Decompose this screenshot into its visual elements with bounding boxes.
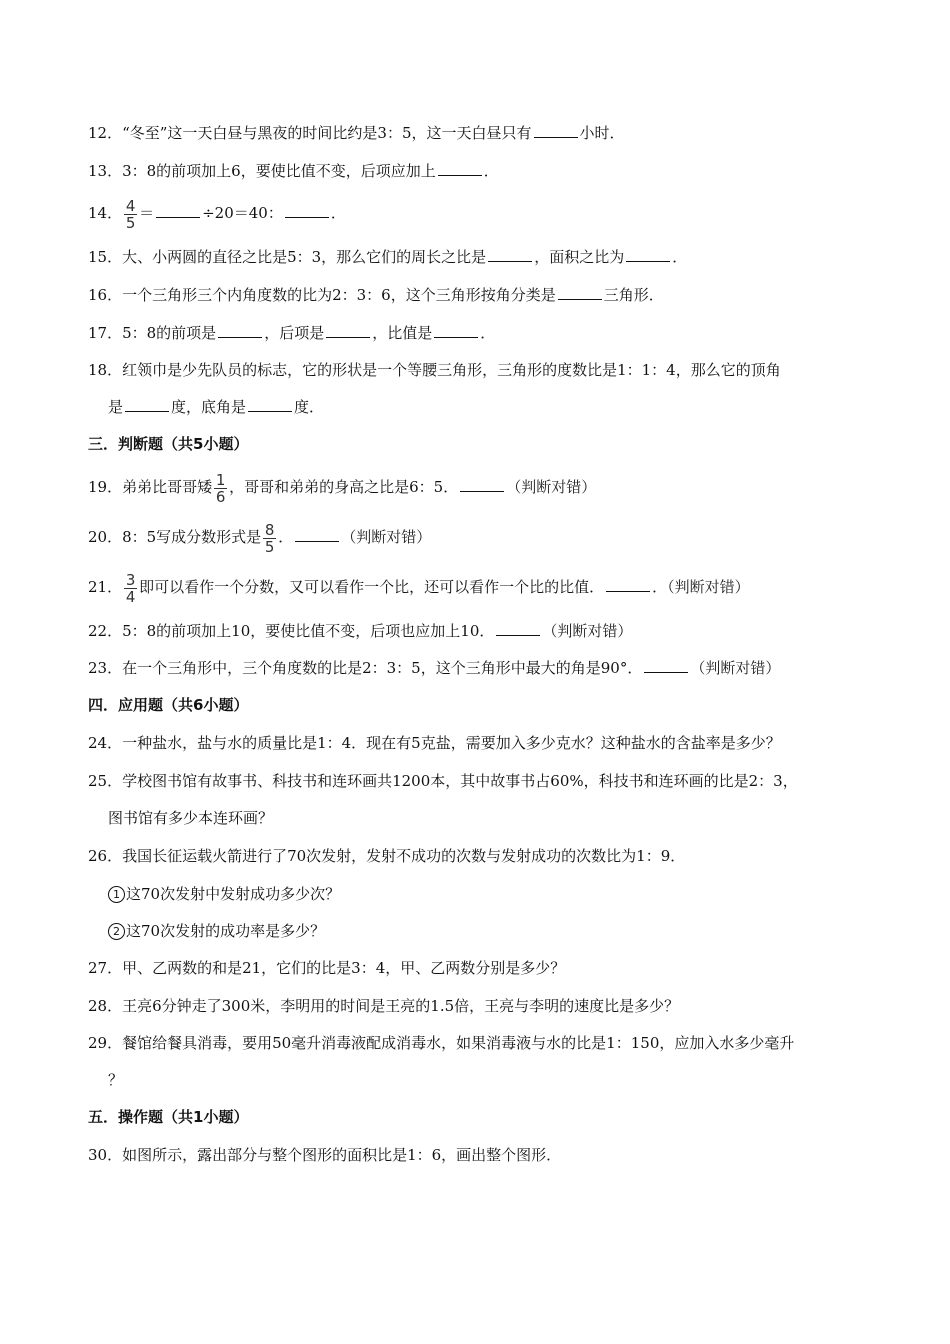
- section-heading-operation: 五．操作题（共1小题）: [88, 1108, 249, 1126]
- fraction-numerator: 3: [125, 570, 136, 589]
- question-text: ．: [672, 248, 688, 266]
- question-text: 三角形．: [603, 286, 664, 304]
- question-text: ＝: [139, 204, 155, 222]
- answer-blank[interactable]: [326, 323, 370, 338]
- question-number: 14．: [88, 204, 123, 222]
- fraction-denominator: 5: [264, 537, 275, 556]
- answer-blank[interactable]: [434, 323, 478, 338]
- question-number: 30．: [88, 1146, 123, 1164]
- question-text: 王亮6分钟走了300米，李明用的时间是王亮的1.5倍，王亮与李明的速度比是多少？: [122, 997, 680, 1015]
- question-text: ．: [278, 528, 294, 546]
- answer-blank[interactable]: [218, 323, 262, 338]
- question-text: 大、小两圆的直径之比是5：3，那么它们的周长之比是: [122, 248, 487, 266]
- question-19: [88, 470, 596, 505]
- answer-blank[interactable]: [285, 203, 329, 218]
- fraction-numerator: 4: [125, 196, 136, 215]
- question-number: 17．: [88, 324, 123, 342]
- question-16: [88, 285, 664, 305]
- question-text: 度．: [294, 398, 325, 416]
- question-14: [88, 196, 346, 231]
- question-29-continued: ？: [108, 1071, 124, 1089]
- question-text: ，哥哥和弟弟的身高之比是6：5．: [229, 478, 459, 496]
- circled-number-2: 2: [108, 923, 125, 940]
- fraction: [263, 522, 276, 555]
- question-22: [88, 621, 632, 641]
- question-text: 如图所示，露出部分与整个图形的面积比是1：6，画出整个图形．: [122, 1146, 562, 1164]
- question-number: 23．: [88, 659, 123, 677]
- question-number: 21．: [88, 578, 123, 596]
- question-text: 红领巾是少先队员的标志，它的形状是一个等腰三角形，三角形的度数比是1：1：4，那么它的顶角: [122, 361, 781, 379]
- question-12: [88, 123, 625, 143]
- judge-hint: （判断对错）: [542, 622, 633, 640]
- answer-blank[interactable]: [295, 527, 339, 542]
- question-number: 18．: [88, 361, 123, 379]
- question-text: ，面积之比为: [534, 248, 625, 266]
- question-text: 一种盐水，盐与水的质量比是1：4．现在有5克盐，需要加入多少克水？这种盐水的含盐率是多少？: [122, 734, 781, 752]
- question-26-sub-2: [108, 921, 325, 941]
- question-text: ．: [652, 578, 668, 596]
- circled-number-1: 1: [108, 886, 125, 903]
- section-heading-judge: 三．判断题（共5小题）: [88, 435, 249, 453]
- question-text: 5：8的前项加上10，要使比值不变，后项也应加上10．: [122, 622, 495, 640]
- question-15: [88, 247, 687, 267]
- section-heading-application: 四．应用题（共6小题）: [88, 696, 249, 714]
- question-text: 5：8的前项是: [122, 324, 217, 342]
- fraction-denominator: 5: [125, 213, 136, 232]
- question-number: 26．: [88, 847, 123, 865]
- answer-blank[interactable]: [438, 161, 482, 176]
- answer-blank[interactable]: [626, 247, 670, 262]
- question-text: 是: [108, 398, 124, 416]
- question-text: 即可以看作一个分数，又可以看作一个比，还可以看作一个比的比值．: [139, 578, 605, 596]
- question-number: 22．: [88, 622, 123, 640]
- question-number: 29．: [88, 1034, 123, 1052]
- answer-blank[interactable]: [606, 577, 650, 592]
- fraction: [214, 472, 227, 505]
- fraction-denominator: 6: [215, 487, 226, 506]
- judge-hint: （判断对错）: [506, 478, 597, 496]
- answer-blank[interactable]: [248, 397, 292, 412]
- judge-hint: （判断对错）: [690, 659, 781, 677]
- answer-blank[interactable]: [534, 123, 578, 138]
- question-text: “冬至”这一天白昼与黑夜的时间比约是3：5，这一天白昼只有: [122, 124, 532, 142]
- fraction: [124, 198, 137, 231]
- answer-blank[interactable]: [460, 477, 504, 492]
- question-text: 一个三角形三个内角度数的比为2：3：6，这个三角形按角分类是: [122, 286, 556, 304]
- answer-blank[interactable]: [125, 397, 169, 412]
- question-text: 甲、乙两数的和是21，它们的比是3：4，甲、乙两数分别是多少？: [122, 959, 566, 977]
- question-18-continued: [108, 397, 324, 417]
- question-number: 15．: [88, 248, 123, 266]
- question-24: [88, 733, 781, 753]
- question-number: 28．: [88, 997, 123, 1015]
- question-number: 25．: [88, 772, 123, 790]
- fraction-numerator: 1: [215, 470, 226, 489]
- question-text: 学校图书馆有故事书、科技书和连环画共1200本，其中故事书占60%，科技书和连环画的比是2：3，: [122, 772, 798, 790]
- question-text: 在一个三角形中，三个角度数的比是2：3：5，这个三角形中最大的角是90°．: [122, 659, 643, 677]
- fraction-numerator: 8: [264, 520, 275, 539]
- question-text: 小时．: [579, 124, 625, 142]
- question-25-continued: 图书馆有多少本连环画？: [108, 809, 274, 827]
- question-text: ．: [330, 204, 346, 222]
- question-17: [88, 323, 495, 343]
- question-30: [88, 1145, 561, 1165]
- question-text: 8：5写成分数形式是: [122, 528, 262, 546]
- question-text: 3：8的前项加上6，要使比值不变，后项应加上: [122, 162, 436, 180]
- question-number: 27．: [88, 959, 123, 977]
- question-27: [88, 958, 565, 978]
- question-text: ．: [483, 162, 499, 180]
- question-text: ，比值是: [372, 324, 433, 342]
- question-29: [88, 1033, 794, 1053]
- question-number: 16．: [88, 286, 123, 304]
- question-text: ．: [480, 324, 496, 342]
- question-text: 这70次发射中发射成功多少次？: [126, 885, 341, 903]
- answer-blank[interactable]: [558, 285, 602, 300]
- question-number: 20．: [88, 528, 123, 546]
- question-text: ÷20＝40：: [202, 204, 283, 222]
- answer-blank[interactable]: [496, 621, 540, 636]
- question-28: [88, 996, 679, 1016]
- question-text: 度，底角是: [171, 398, 247, 416]
- question-text: 弟弟比哥哥矮: [122, 478, 213, 496]
- answer-blank[interactable]: [644, 658, 688, 673]
- question-number: 12．: [88, 124, 123, 142]
- question-26-sub-1: [108, 884, 340, 904]
- question-25: [88, 771, 798, 791]
- question-text: ，后项是: [264, 324, 325, 342]
- question-number: 24．: [88, 734, 123, 752]
- judge-hint: （判断对错）: [341, 528, 432, 546]
- answer-blank[interactable]: [488, 247, 532, 262]
- answer-blank[interactable]: [156, 203, 200, 218]
- question-23: [88, 658, 780, 678]
- question-text: 这70次发射的成功率是多少？: [126, 922, 326, 940]
- question-text: 我国长征运载火箭进行了70次发射，发射不成功的次数与发射成功的次数比为1：9．: [122, 847, 686, 865]
- question-text: 餐馆给餐具消毒，要用50毫升消毒液配成消毒水，如果消毒液与水的比是1：150，应加入水多少毫升: [122, 1034, 795, 1052]
- question-20: [88, 520, 431, 555]
- question-number: 13．: [88, 162, 123, 180]
- question-18: [88, 360, 781, 380]
- question-13: [88, 161, 499, 181]
- question-number: 19．: [88, 478, 123, 496]
- fraction: [124, 572, 137, 605]
- judge-hint: （判断对错）: [667, 578, 750, 596]
- question-21: [88, 570, 750, 605]
- fraction-denominator: 4: [125, 587, 136, 606]
- question-26: [88, 846, 685, 866]
